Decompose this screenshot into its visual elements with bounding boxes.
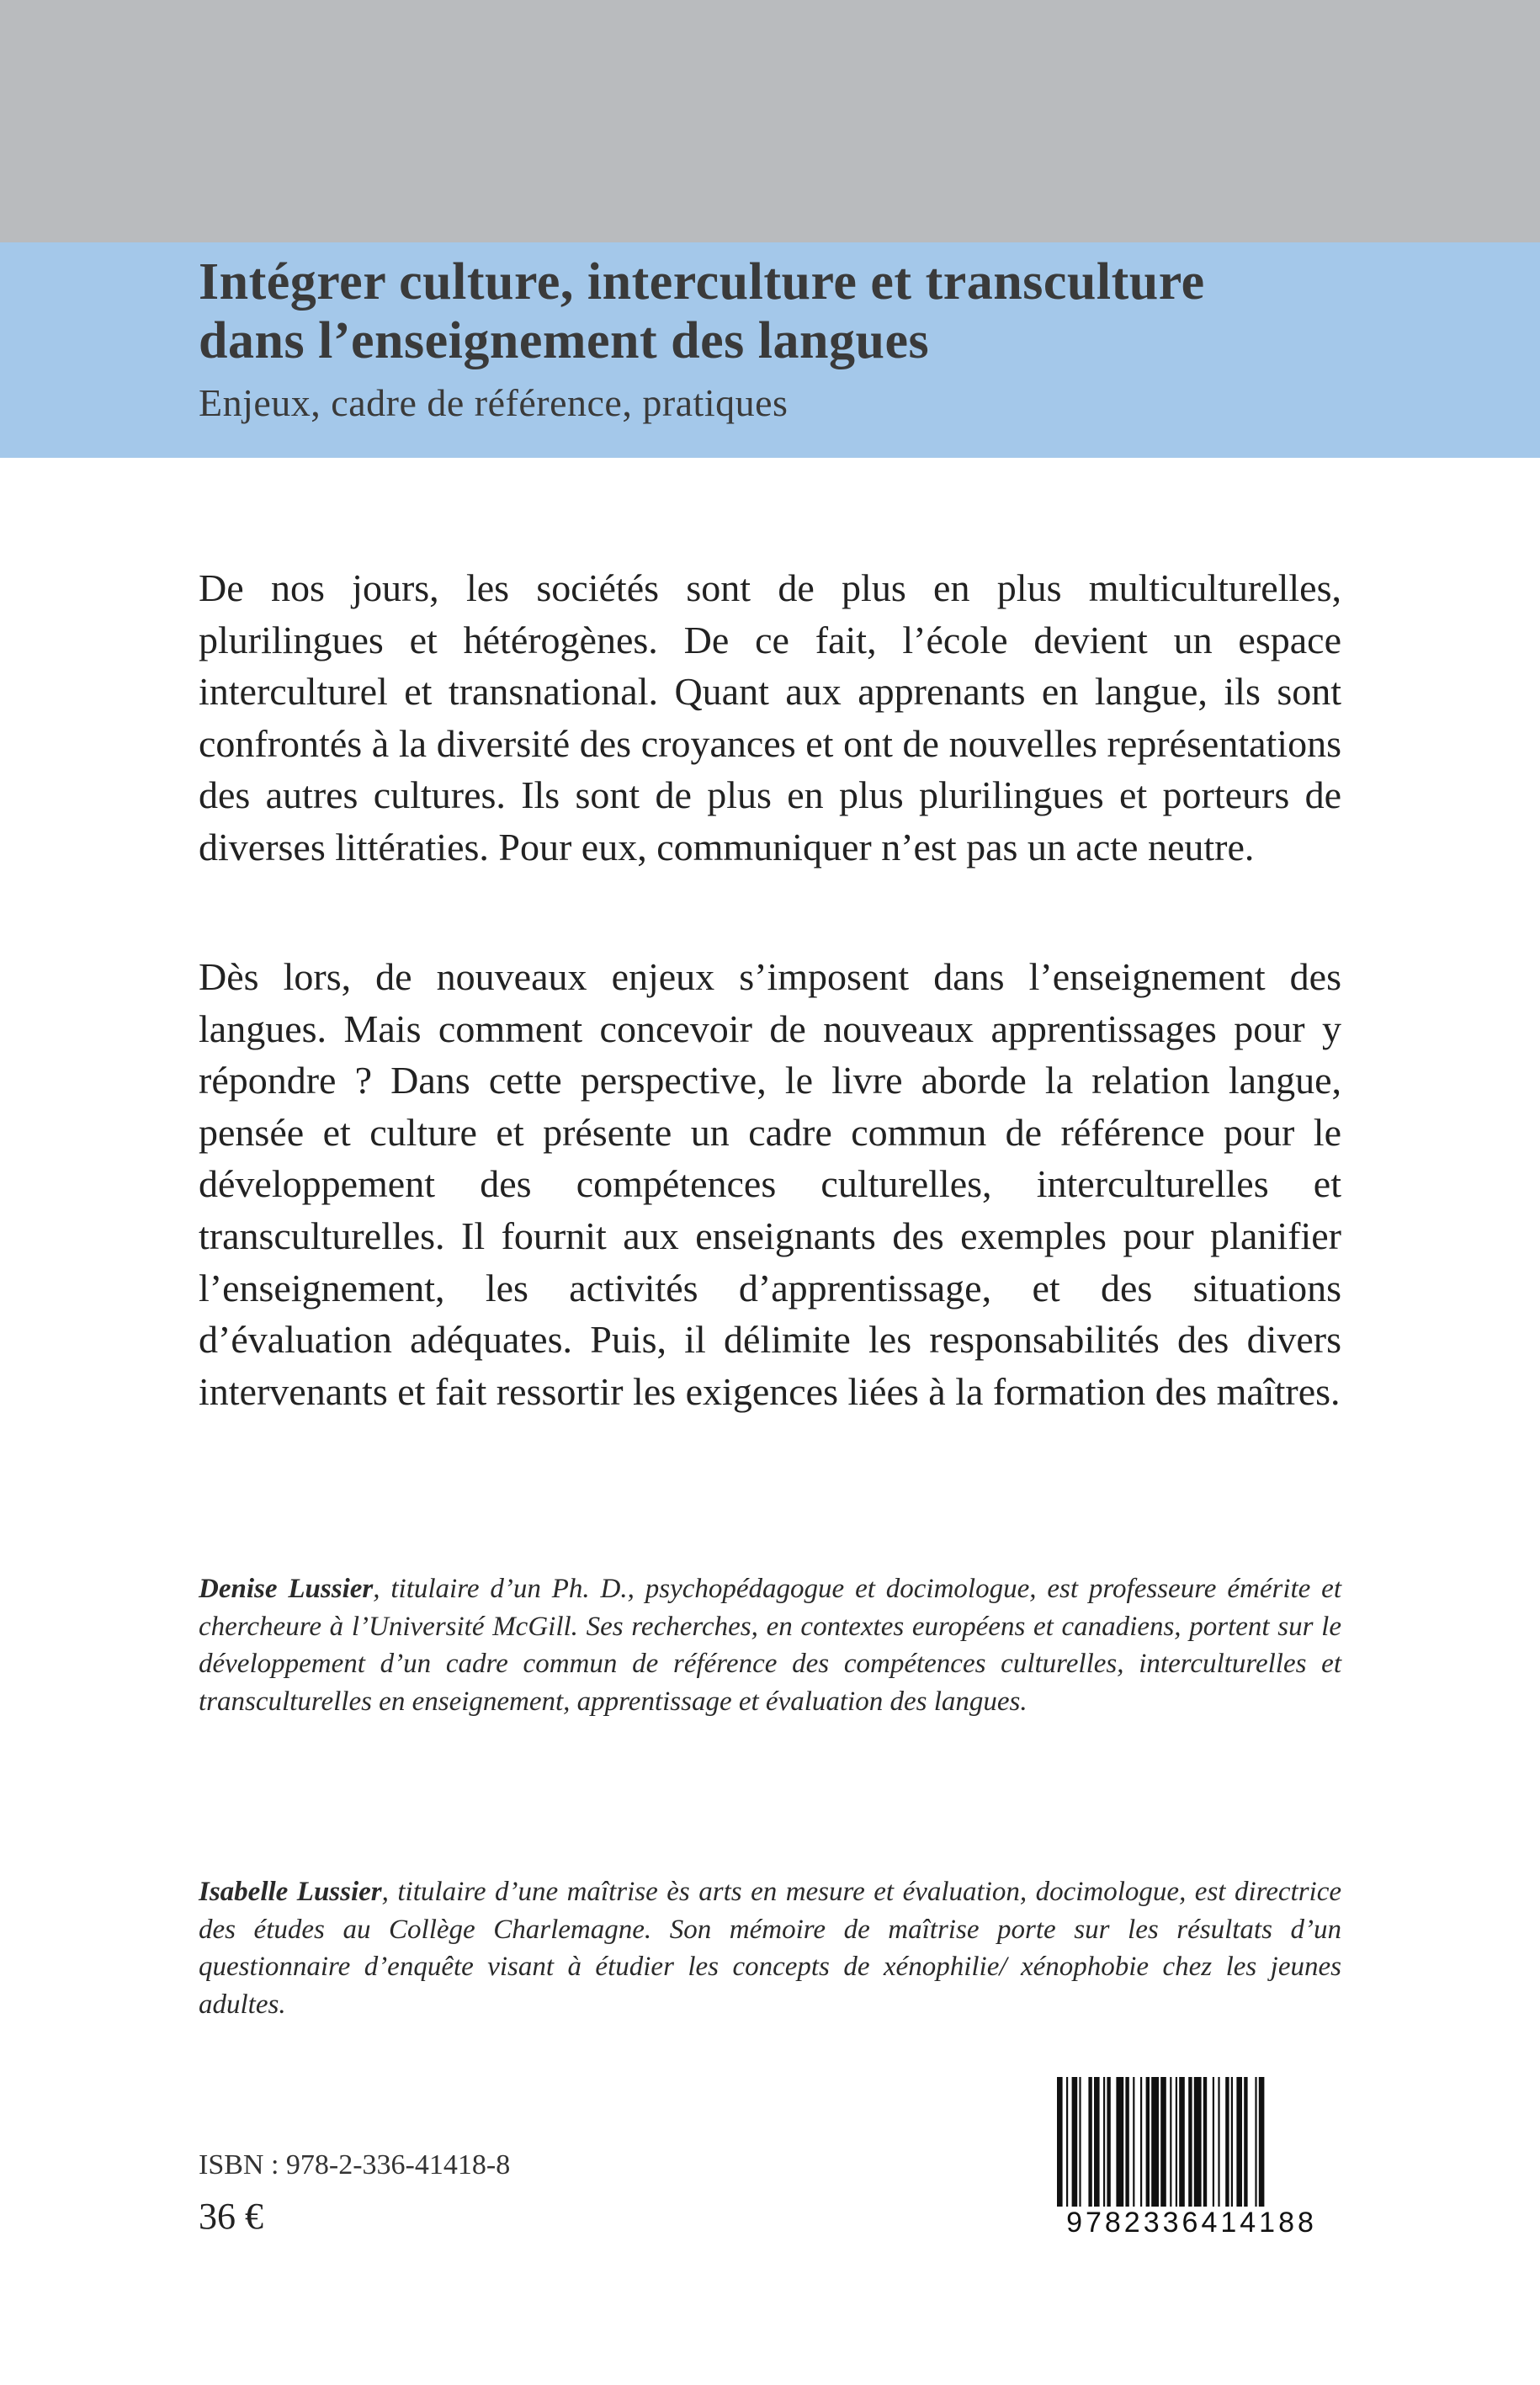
top-gray-band [0, 0, 1540, 242]
book-subtitle: Enjeux, cadre de référence, pratiques [199, 381, 789, 424]
barcode-bar [1066, 2077, 1068, 2212]
barcode-bar [1103, 2077, 1105, 2212]
barcode-bar [1255, 2077, 1256, 2212]
barcode-bar [1151, 2077, 1159, 2212]
barcode-bar [1236, 2077, 1242, 2212]
barcode-bar [1160, 2077, 1166, 2212]
summary-paragraph-1: De nos jours, les sociétés sont de plus en plus multiculturelles, plurilingues et hétérogènes. De ce fait, l’école devient un espace interculturel et transnational. Quant aux apprenants en langue, ils sont confrontés à la diversité des croyances et ont de nouvelles représentations des autres cultures. Ils sont de plus en plus plurilingues et porteurs de diverses littératies. Pour eux, communiquer n’est pas un acte neutre. [199, 566, 1341, 868]
author-bio-2 [199, 1873, 1341, 2023]
summary-paragraph-2: Dès lors, de nouveaux enjeux s’imposent dans l’enseignement des langues. Mais comment concevoir de nouveaux apprentissages pour y répondre ? Dans cette perspective, le livre aborde la relation langue, pensée et culture et présente un cadre commun de référence pour le développement des compétences culturelles, interculturelles et transculturelles. Il fournit aux enseignants des exemples pour planifier l’enseignement, les activités d’apprentissage, et des situations d’évaluation adéquates. Puis, il délimite les responsabilités des divers intervenants et fait ressortir les exigences liées à la formation des maîtres. [199, 955, 1341, 1413]
barcode-bar [1146, 2077, 1150, 2212]
price-text: 36 € [199, 2196, 263, 2237]
author-name-1: Denise Lussier [199, 1574, 374, 1604]
author-bio-1 [199, 1570, 1341, 1720]
barcode-bar [1140, 2077, 1142, 2212]
barcode-bar [1231, 2077, 1233, 2212]
barcode-bar [1194, 2077, 1202, 2212]
barcode-bar [1259, 2077, 1265, 2212]
barcode-bar [1179, 2077, 1185, 2212]
isbn-text: ISBN : 978-2-336-41418-8 [199, 2149, 511, 2180]
barcode-bar [1203, 2077, 1207, 2212]
author-name-2: Isabelle Lussier [199, 1877, 382, 1907]
barcode-bar [1213, 2077, 1214, 2212]
barcode-bar [1125, 2077, 1128, 2212]
barcode-bar [1218, 2077, 1219, 2212]
barcode-bar [1170, 2077, 1171, 2212]
barcode-digits: 9782336414188 [1042, 2207, 1341, 2239]
barcode-bar [1079, 2077, 1081, 2212]
book-title-line-2: dans l’enseignement des langues [199, 312, 930, 369]
barcode-bar [1188, 2077, 1192, 2212]
barcode-bar [1176, 2077, 1177, 2212]
book-title-line-1: Intégrer culture, interculture et transculture [199, 253, 1205, 311]
barcode-bar [1094, 2077, 1100, 2212]
barcode-bar [1244, 2077, 1247, 2212]
barcode-bar [1057, 2077, 1063, 2212]
barcode-bar [1133, 2077, 1134, 2212]
author-bio-text-1: , titulaire d’un Ph. D., psychopédagogue et docimologue, est professeure émérite et chercheure à l’Université McGill. Ses recherches, en contextes européens et canadiens, portent sur le développement d’un cadre commun de référence des compétences culturelles, interculturelles et transculturelles en enseignement, apprentissage et évaluation des langues. [199, 1574, 1342, 1717]
barcode-bar [1116, 2077, 1123, 2212]
barcode-bar [1107, 2077, 1110, 2212]
barcode-bar [1072, 2077, 1078, 2212]
barcode-bar [1088, 2077, 1091, 2212]
author-bio-text-2: , titulaire d’une maîtrise ès arts en mesure et évaluation, docimologue, est directrice des études au Collège Charlemagne. Son mémoire de maîtrise porte sur les résultats d’un questionnaire d’enquête visant à étudier les concepts de xénophilie/ xénophobie chez les jeunes adultes. [199, 1877, 1341, 2020]
barcode [1042, 2077, 1341, 2245]
barcode-bar [1225, 2077, 1229, 2212]
